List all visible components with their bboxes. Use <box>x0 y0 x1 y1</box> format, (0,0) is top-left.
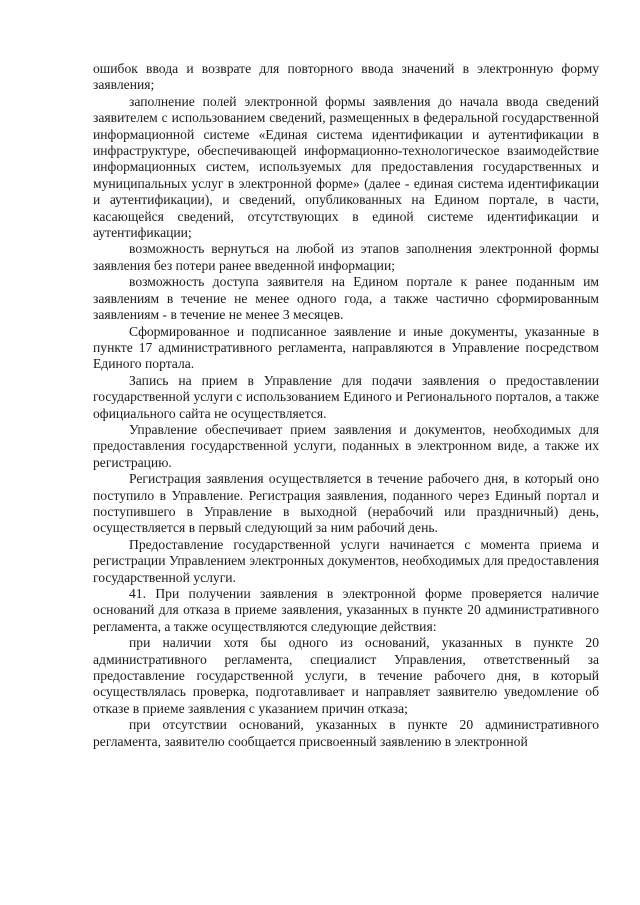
document-page <box>93 61 599 750</box>
paragraph-7: Управление обеспечивает прием заявления и документов, необходимых для предоставления государственной услуги, поданных в электронном виде, а также их регистрацию. <box>93 421 599 470</box>
paragraph-1: ошибок ввода и возврате для повторного ввода значений в электронную форму заявления; <box>93 61 599 93</box>
paragraph-12: при отсутствии оснований, указанных в пункте 20 административного регламента, заявителю сообщается присвоенный заявлению в электронной <box>93 717 599 749</box>
paragraph-4: возможность доступа заявителя на Едином портале к ранее поданным им заявлениям в течение не менее одного года, а также частично сформированным заявлениям - в течение не менее 3 месяцев. <box>93 274 599 323</box>
paragraph-9: Предоставление государственной услуги начинается с момента приема и регистрации Управлением электронных документов, необходимых для предоставления государственной услуги. <box>93 536 599 585</box>
paragraph-8: Регистрация заявления осуществляется в течение рабочего дня, в который оно поступило в Управление. Регистрация заявления, поданного через Единый портал и поступившего в Управление в выходной (нерабочий или праздничный) день, осуществляется в первый следующий за ним рабочий день. <box>93 471 599 536</box>
paragraph-6: Запись на прием в Управление для подачи заявления о предоставлении государственной услуги с использованием Единого и Регионального порталов, а также официального сайта не осуществляется. <box>93 372 599 421</box>
paragraph-2: заполнение полей электронной формы заявления до начала ввода сведений заявителем с использованием сведений, размещенных в федеральной государственной информационной системе «Единая система идентификации и аутентификации в инфраструктуре, обеспечивающей информационно-технологическое взаимодействие информационных систем, используемых для предоставления государственных и муниципальных услуг в электронной форме» (далее - единая система идентификации и аутентификации), и сведений, опубликованных на Едином портале, в части, касающейся сведений, отсутствующих в единой системе идентификации и аутентификации; <box>93 93 599 241</box>
paragraph-10: 41. При получении заявления в электронной форме проверяется наличие оснований для отказа в приеме заявления, указанных в пункте 20 административного регламента, а также осуществляются следующие действия: <box>93 586 599 634</box>
paragraph-11: при наличии хотя бы одного из оснований, указанных в пункте 20 административного регламента, специалист Управления, ответственный за предоставление государственной услуги, в течение рабочего дня, в который осуществлялась проверка, подготавливает и направляет заявителю уведомление об отказе в приеме заявления с указанием причин отказа; <box>93 635 599 716</box>
paragraph-3: возможность вернуться на любой из этапов заполнения электронной формы заявления без потери ранее введенной информации; <box>93 241 599 273</box>
paragraph-5: Сформированное и подписанное заявление и иные документы, указанные в пункте 17 административного регламента, направляются в Управление посредством Единого портала. <box>93 323 599 372</box>
